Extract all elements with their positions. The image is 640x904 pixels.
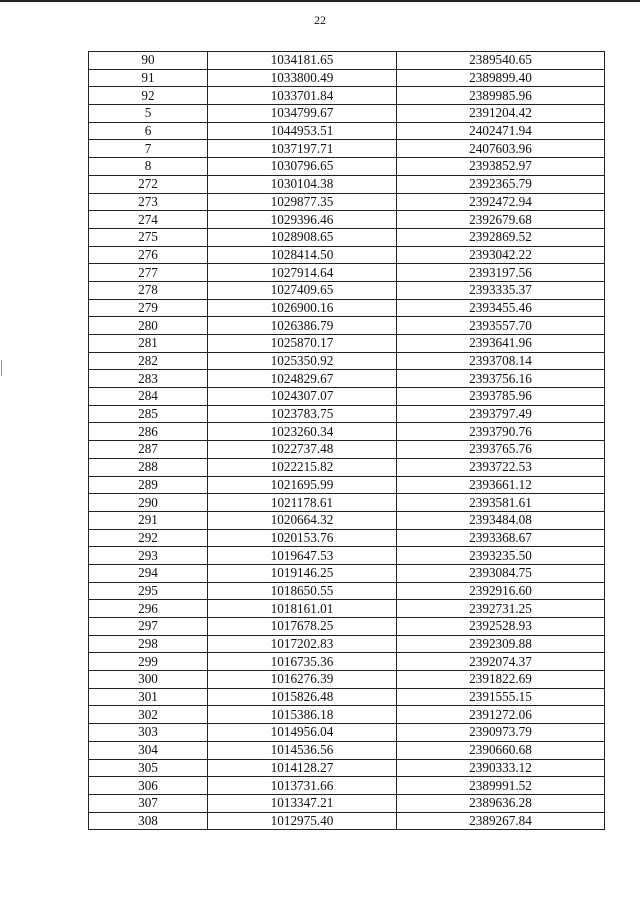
table-row [89,653,605,671]
point-number-cell: 283 [89,370,208,388]
x-coordinate-cell: 1020664.32 [208,511,397,529]
y-coordinate-cell: 2393785.96 [397,388,605,406]
y-coordinate-cell: 2389540.65 [397,52,605,70]
y-coordinate-cell: 2393852.97 [397,158,605,176]
y-coordinate-cell: 2389636.28 [397,794,605,812]
x-coordinate-cell: 1033800.49 [208,69,397,87]
y-coordinate-cell: 2393765.76 [397,441,605,459]
table-row [89,193,605,211]
y-coordinate-cell: 2393641.96 [397,335,605,353]
page-number: 22 [314,13,326,27]
y-coordinate-cell: 2392916.60 [397,582,605,600]
x-coordinate-cell: 1014956.04 [208,724,397,742]
point-number-cell: 280 [89,317,208,335]
point-number-cell: 273 [89,193,208,211]
y-coordinate-cell: 2391272.06 [397,706,605,724]
y-coordinate-cell: 2393790.76 [397,423,605,441]
y-coordinate-cell: 2392074.37 [397,653,605,671]
point-number-cell: 304 [89,741,208,759]
x-coordinate-cell: 1028414.50 [208,246,397,264]
x-coordinate-cell: 1012975.40 [208,812,397,830]
table-row [89,618,605,636]
table-row [89,228,605,246]
point-number-cell: 305 [89,759,208,777]
x-coordinate-cell: 1022215.82 [208,458,397,476]
x-coordinate-cell: 1037197.71 [208,140,397,158]
y-coordinate-cell: 2391204.42 [397,105,605,123]
table-row [89,529,605,547]
x-coordinate-cell: 1029396.46 [208,211,397,229]
x-coordinate-cell: 1015386.18 [208,706,397,724]
x-coordinate-cell: 1034799.67 [208,105,397,123]
y-coordinate-cell: 2389985.96 [397,87,605,105]
table-row [89,476,605,494]
table-row [89,299,605,317]
table-row [89,281,605,299]
point-number-cell: 92 [89,87,208,105]
table-row [89,671,605,689]
table-row [89,69,605,87]
table-row [89,441,605,459]
y-coordinate-cell: 2407603.96 [397,140,605,158]
y-coordinate-cell: 2391555.15 [397,688,605,706]
point-number-cell: 296 [89,600,208,618]
point-number-cell: 290 [89,494,208,512]
x-coordinate-cell: 1019647.53 [208,547,397,565]
table-row [89,759,605,777]
x-coordinate-cell: 1018650.55 [208,582,397,600]
point-number-cell: 281 [89,335,208,353]
y-coordinate-cell: 2392869.52 [397,228,605,246]
point-number-cell: 300 [89,671,208,689]
x-coordinate-cell: 1013731.66 [208,777,397,795]
point-number-cell: 91 [89,69,208,87]
x-coordinate-cell: 1026386.79 [208,317,397,335]
point-number-cell: 299 [89,653,208,671]
y-coordinate-cell: 2389899.40 [397,69,605,87]
table-row [89,582,605,600]
y-coordinate-cell: 2392731.25 [397,600,605,618]
y-coordinate-cell: 2393455.46 [397,299,605,317]
x-coordinate-cell: 1015826.48 [208,688,397,706]
point-number-cell: 5 [89,105,208,123]
x-coordinate-cell: 1024307.07 [208,388,397,406]
x-coordinate-cell: 1025870.17 [208,335,397,353]
x-coordinate-cell: 1017202.83 [208,635,397,653]
table-row [89,122,605,140]
point-number-cell: 279 [89,299,208,317]
table-row [89,511,605,529]
y-coordinate-cell: 2393368.67 [397,529,605,547]
x-coordinate-cell: 1027409.65 [208,281,397,299]
table-row [89,688,605,706]
table-row [89,370,605,388]
coordinates-table [88,51,605,830]
point-number-cell: 301 [89,688,208,706]
y-coordinate-cell: 2393084.75 [397,564,605,582]
table-row [89,741,605,759]
point-number-cell: 294 [89,564,208,582]
x-coordinate-cell: 1020153.76 [208,529,397,547]
y-coordinate-cell: 2393042.22 [397,246,605,264]
table-row [89,794,605,812]
point-number-cell: 289 [89,476,208,494]
point-number-cell: 303 [89,724,208,742]
y-coordinate-cell: 2393756.16 [397,370,605,388]
point-number-cell: 284 [89,388,208,406]
table-row [89,600,605,618]
top-border-line [0,0,640,2]
y-coordinate-cell: 2392472.94 [397,193,605,211]
table-row [89,211,605,229]
table-row [89,140,605,158]
y-coordinate-cell: 2390973.79 [397,724,605,742]
table-row [89,564,605,582]
x-coordinate-cell: 1018161.01 [208,600,397,618]
x-coordinate-cell: 1029877.35 [208,193,397,211]
table-row [89,706,605,724]
point-number-cell: 295 [89,582,208,600]
table-row [89,635,605,653]
point-number-cell: 287 [89,441,208,459]
table-row [89,158,605,176]
table-row [89,317,605,335]
coordinates-table-body [89,52,605,830]
y-coordinate-cell: 2392679.68 [397,211,605,229]
y-coordinate-cell: 2393722.53 [397,458,605,476]
point-number-cell: 278 [89,281,208,299]
point-number-cell: 272 [89,175,208,193]
y-coordinate-cell: 2393335.37 [397,281,605,299]
point-number-cell: 282 [89,352,208,370]
table-row [89,458,605,476]
point-number-cell: 292 [89,529,208,547]
y-coordinate-cell: 2389267.84 [397,812,605,830]
table-row [89,335,605,353]
y-coordinate-cell: 2392309.88 [397,635,605,653]
point-number-cell: 8 [89,158,208,176]
x-coordinate-cell: 1034181.65 [208,52,397,70]
x-coordinate-cell: 1017678.25 [208,618,397,636]
point-number-cell: 308 [89,812,208,830]
y-coordinate-cell: 2390660.68 [397,741,605,759]
margin-mark [1,360,2,376]
point-number-cell: 274 [89,211,208,229]
x-coordinate-cell: 1022737.48 [208,441,397,459]
x-coordinate-cell: 1028908.65 [208,228,397,246]
x-coordinate-cell: 1019146.25 [208,564,397,582]
x-coordinate-cell: 1023783.75 [208,405,397,423]
y-coordinate-cell: 2393197.56 [397,264,605,282]
y-coordinate-cell: 2392528.93 [397,618,605,636]
y-coordinate-cell: 2393797.49 [397,405,605,423]
point-number-cell: 306 [89,777,208,795]
y-coordinate-cell: 2389991.52 [397,777,605,795]
table-row [89,494,605,512]
point-number-cell: 293 [89,547,208,565]
table-row [89,405,605,423]
table-row [89,547,605,565]
table-row [89,175,605,193]
table-row [89,812,605,830]
y-coordinate-cell: 2393581.61 [397,494,605,512]
point-number-cell: 277 [89,264,208,282]
point-number-cell: 275 [89,228,208,246]
y-coordinate-cell: 2391822.69 [397,671,605,689]
table-row [89,777,605,795]
point-number-cell: 291 [89,511,208,529]
x-coordinate-cell: 1021178.61 [208,494,397,512]
y-coordinate-cell: 2393557.70 [397,317,605,335]
table-row [89,264,605,282]
table-row [89,246,605,264]
x-coordinate-cell: 1013347.21 [208,794,397,812]
x-coordinate-cell: 1024829.67 [208,370,397,388]
x-coordinate-cell: 1026900.16 [208,299,397,317]
x-coordinate-cell: 1025350.92 [208,352,397,370]
point-number-cell: 276 [89,246,208,264]
point-number-cell: 6 [89,122,208,140]
y-coordinate-cell: 2393661.12 [397,476,605,494]
table-row [89,724,605,742]
y-coordinate-cell: 2402471.94 [397,122,605,140]
x-coordinate-cell: 1016276.39 [208,671,397,689]
point-number-cell: 302 [89,706,208,724]
x-coordinate-cell: 1023260.34 [208,423,397,441]
point-number-cell: 288 [89,458,208,476]
table-row [89,352,605,370]
y-coordinate-cell: 2393235.50 [397,547,605,565]
table-row [89,388,605,406]
x-coordinate-cell: 1016735.36 [208,653,397,671]
point-number-cell: 285 [89,405,208,423]
point-number-cell: 286 [89,423,208,441]
table-row [89,423,605,441]
x-coordinate-cell: 1033701.84 [208,87,397,105]
table-row [89,52,605,70]
table-row [89,87,605,105]
point-number-cell: 7 [89,140,208,158]
x-coordinate-cell: 1014536.56 [208,741,397,759]
table-row [89,105,605,123]
point-number-cell: 307 [89,794,208,812]
x-coordinate-cell: 1014128.27 [208,759,397,777]
x-coordinate-cell: 1030104.38 [208,175,397,193]
y-coordinate-cell: 2390333.12 [397,759,605,777]
point-number-cell: 297 [89,618,208,636]
y-coordinate-cell: 2393708.14 [397,352,605,370]
point-number-cell: 298 [89,635,208,653]
x-coordinate-cell: 1030796.65 [208,158,397,176]
point-number-cell: 90 [89,52,208,70]
x-coordinate-cell: 1027914.64 [208,264,397,282]
y-coordinate-cell: 2393484.08 [397,511,605,529]
x-coordinate-cell: 1044953.51 [208,122,397,140]
y-coordinate-cell: 2392365.79 [397,175,605,193]
x-coordinate-cell: 1021695.99 [208,476,397,494]
